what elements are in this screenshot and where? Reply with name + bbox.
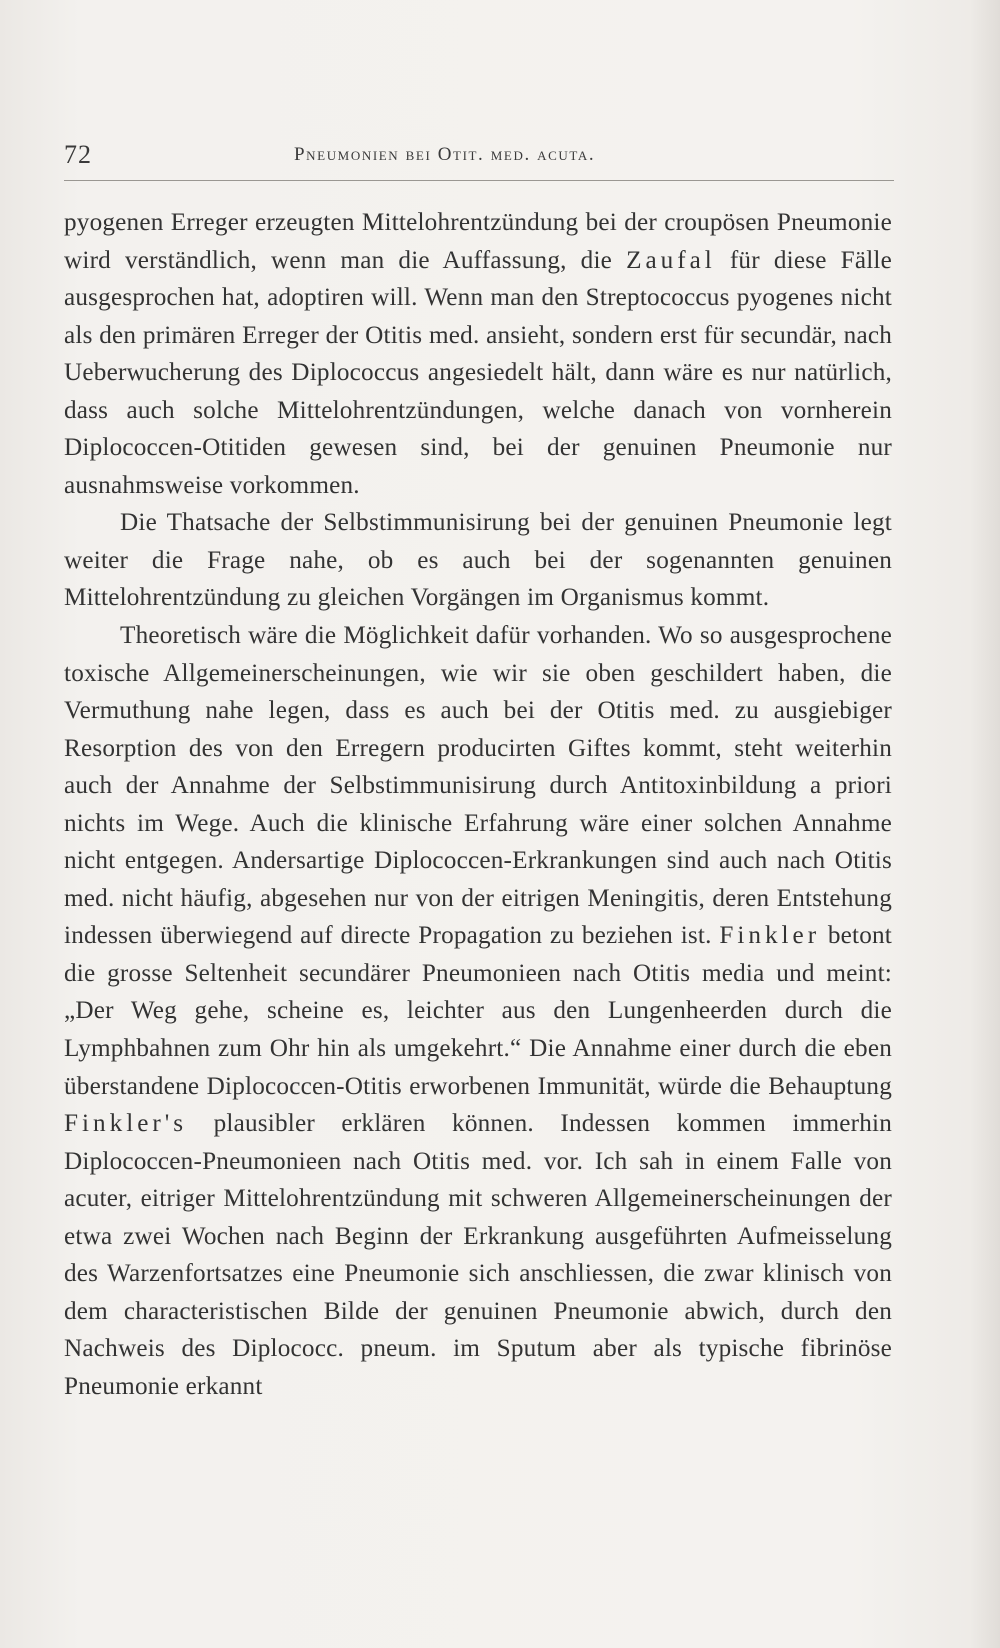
page-number: 72 bbox=[64, 140, 92, 169]
author-name-finklers: Finkler's bbox=[64, 1110, 188, 1138]
page-edge-shadow bbox=[970, 0, 1000, 1648]
author-name-zaufal: Zaufal bbox=[626, 246, 716, 274]
paragraph-1-text-before: pyogenen Erreger erzeugten Mittelohrentzündung bei der croupösen Pneumonie wird verständlich, wenn man die Auffassung, die bbox=[64, 209, 892, 274]
paragraph-3 bbox=[64, 617, 892, 1405]
author-name-finkler: Finkler bbox=[719, 922, 821, 950]
paragraph-3-text-before: Theoretisch wäre die Möglichkeit dafür vorhanden. Wo so ausgesprochene toxische Allgemeinerscheinungen, wie wir sie oben geschildert haben, die Vermuthung nahe legen, dass es auch bei der Otitis med. zu ausgiebiger Resorption des von den Erregern producirten Giftes kommt, steht weiterhin auch der Annahme der Selbstimmunisirung durch Antitoxinbildung a priori nichts im Wege. Auch die klinische Erfahrung wäre einer solchen Annahme nicht entgegen. Andersartige Diplococcen-Erkrankungen sind auch nach Otitis med. nicht häufig, abgesehen nur von der eitrigen Meningitis, deren Entstehung indessen überwiegend auf directe Propagation zu beziehen ist. bbox=[64, 622, 892, 950]
body-text bbox=[64, 204, 892, 1406]
paragraph-1 bbox=[64, 204, 892, 504]
paragraph-2: Die Thatsache der Selbstimmunisirung bei der genuinen Pneumonie legt weiter die Frage nahe, ob es auch bei der sogenannten genuinen Mittelohrentzündung zu gleichen Vorgängen im Organismus kommt. bbox=[64, 509, 892, 612]
paragraph-3-text-after: plausibler erklären können. Indessen kommen immerhin Diplococcen-Pneumonieen nach Otitis med. vor. Ich sah in einem Falle von acuter, eitriger Mittelohrentzündung mit schweren Allgemeinerscheinungen der etwa zwei Wochen nach Beginn der Erkrankung ausgeführten Aufmeisselung des Warzenfortsatzes eine Pneumonie sich anschliessen, die zwar klinisch von dem characteristischen Bilde der genuinen Pneumonie abwich, durch den Nachweis des Diplococc. pneum. im Sputum aber als typische fibrinöse Pneumonie erkannt bbox=[64, 1110, 892, 1400]
paragraph-1-text-after: für diese Fälle ausgesprochen hat, adoptiren will. Wenn man den Streptococcus pyogenes nicht als den primären Erreger der Otitis med. ansieht, sondern erst für secundär, nach Ueberwucherung des Diplococcus angesiedelt hält, dann wäre es nur natürlich, dass auch solche Mittelohrentzündungen, welche danach von vornherein Diplococcen-Otitiden gewesen sind, bei der genuinen Pneumonie nur ausnahmsweise vorkommen. bbox=[64, 246, 892, 499]
paragraph-3-text-middle: betont die grosse Seltenheit secundärer Pneumonieen nach Otitis media und meint: „Der Weg gehe, scheine es, leichter aus den Lungenheerden durch die Lymphbahnen zum Ohr hin als umgekehrt.“ Die Annahme einer durch die eben überstandene Diplococcen-Otitis erworbenen Immunität, würde die Behauptung bbox=[64, 922, 893, 1100]
header-rule bbox=[64, 180, 894, 181]
running-head: Pneumonien bei Otit. med. acuta. bbox=[294, 144, 596, 165]
page-header bbox=[64, 140, 894, 180]
